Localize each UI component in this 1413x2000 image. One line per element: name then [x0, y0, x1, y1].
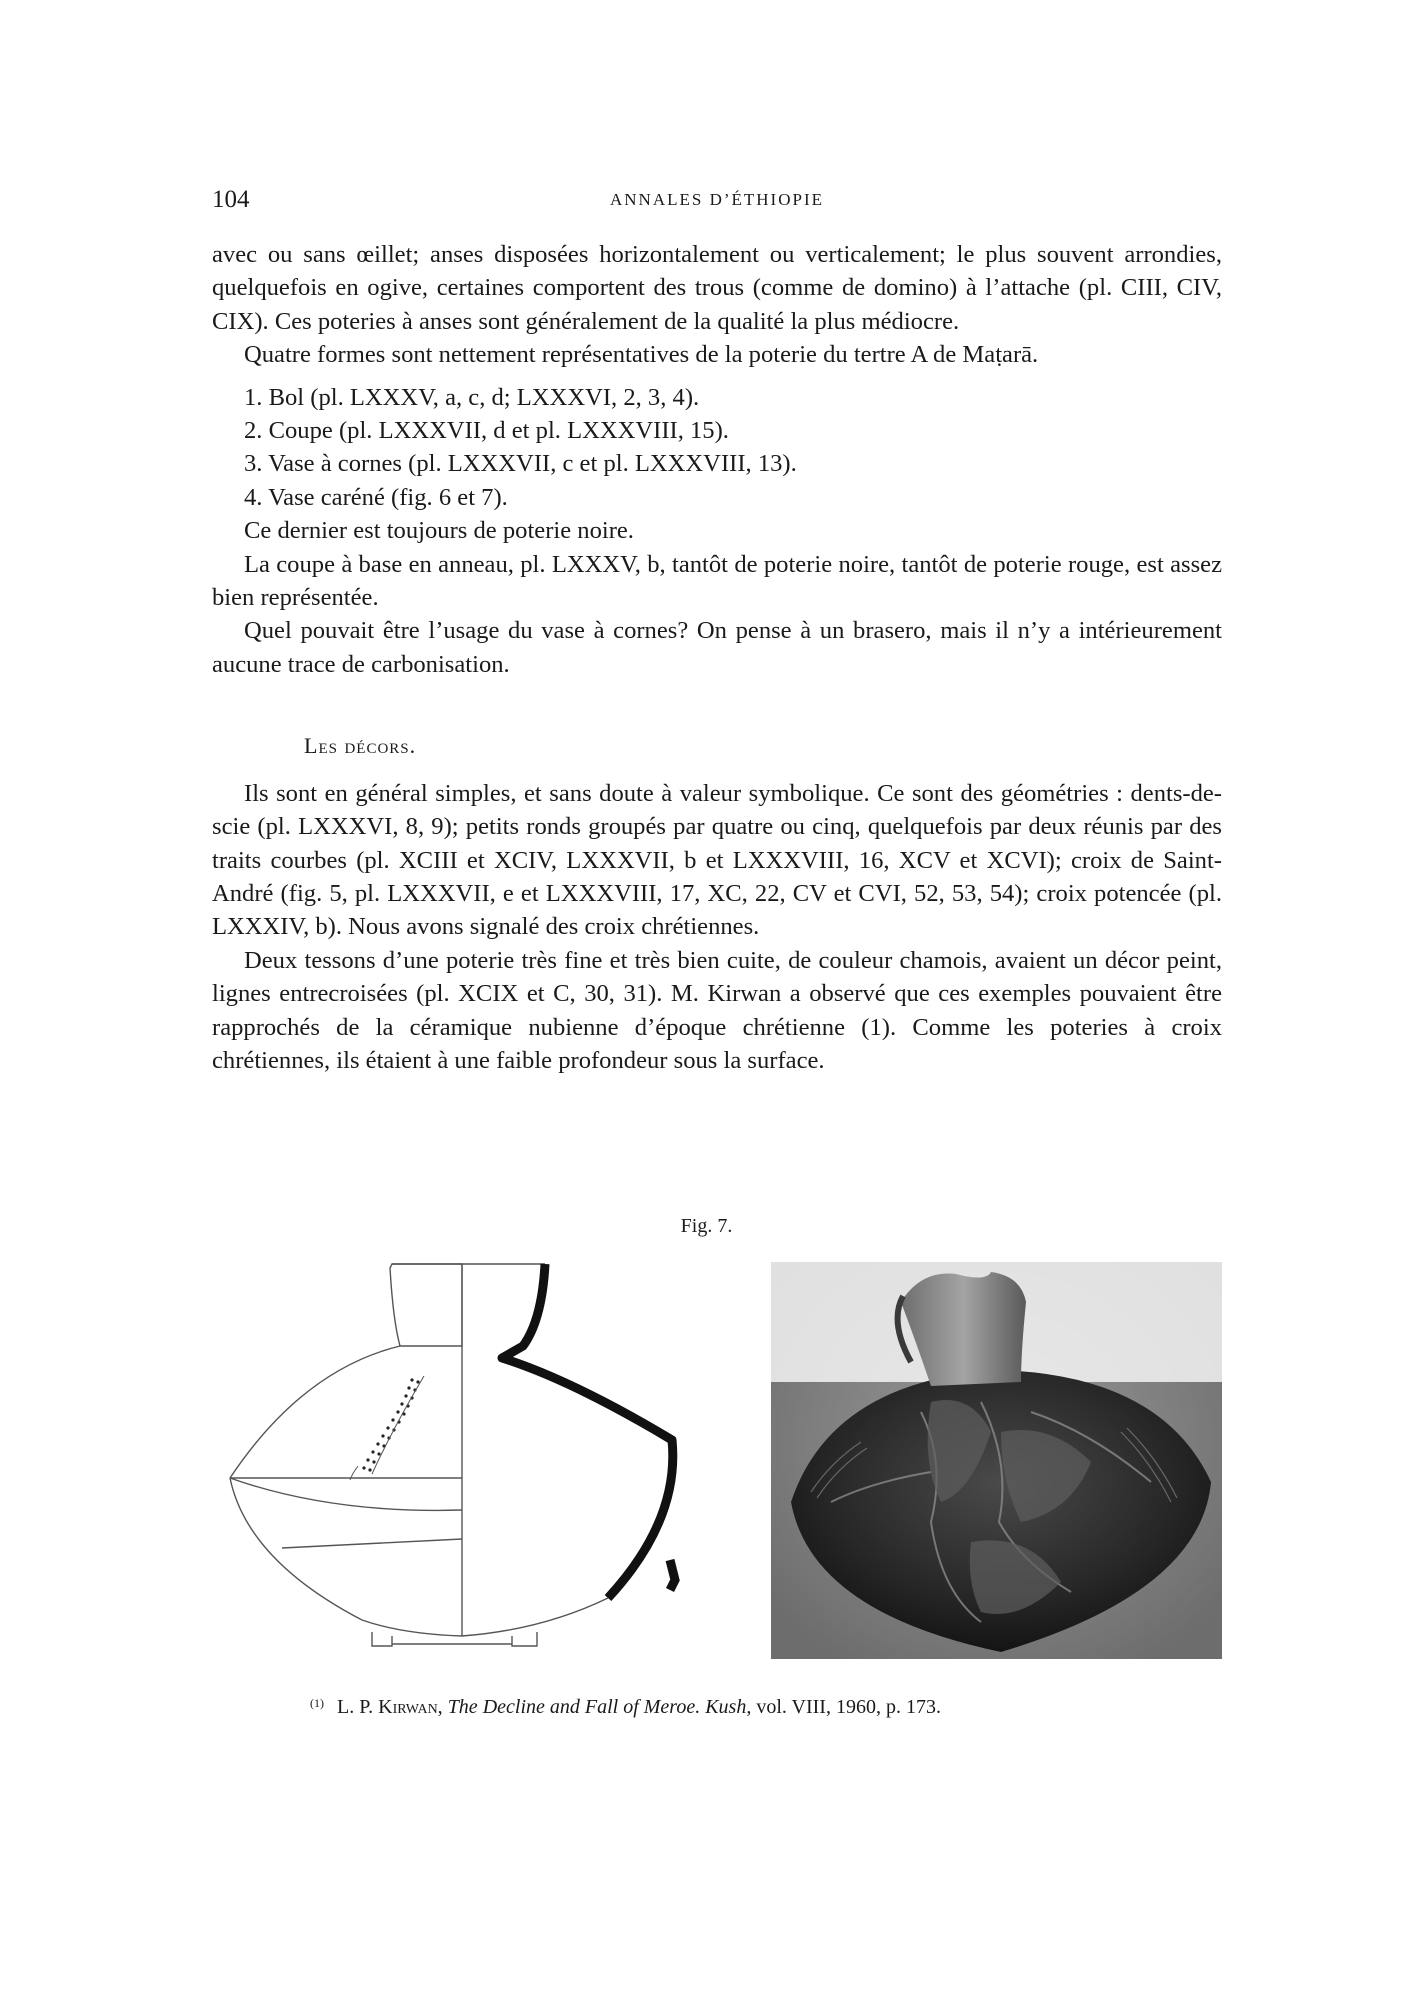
page-number: 104 [212, 186, 250, 213]
list-item: 1. Bol (pl. LXXXV, a, c, d; LXXXVI, 2, 3, 4). [244, 383, 700, 411]
footnote [310, 1696, 941, 1719]
paragraph-tessons: Deux tessons d’une poterie très fine et très bien cuite, de couleur chamois, avaient un décor peint, lignes entrecroisées (pl. XCIX et C, 30, 31). M. Kirwan a observé que ces exemples pouvaient être rapprochés de la céramique nubienne d’époque chrétienne (1). Comme les poteries à croix chrétiennes, ils étaient à une faible profondeur sous la surface. [212, 946, 1222, 1074]
list-item: 3. Vase à cornes (pl. LXXXVII, c et pl. LXXXVIII, 13). [244, 450, 797, 478]
list-item: 2. Coupe (pl. LXXXVII, d et pl. LXXXVIII, 15). [244, 417, 729, 445]
forms-list [212, 381, 1222, 515]
paragraph-usage: Quel pouvait être l’usage du vase à cornes? On pense à un brasero, mais il n’y a intérieurement aucune trace de carbonisation. [212, 617, 1222, 678]
figure-caption: Fig. 7. [680, 1215, 733, 1237]
running-head: ANNALES D’ÉTHIOPIE [609, 190, 824, 209]
paragraph-anses: avec ou sans œillet; anses disposées horizontalement ou verticalement; le plus souvent arrondies, quelquefois en ogive, certaines comportent des trous (comme de domino) à l’attache (pl. CIII, CIV, CIX). Ces poteries à anses sont généralement de la qualité la plus médiocre. [212, 241, 1222, 335]
page-header [212, 186, 1222, 220]
body-text [212, 238, 1222, 1077]
section-heading: Les décors. [304, 733, 417, 759]
vase-drawing [212, 1260, 742, 1660]
footnote-title: The Decline and Fall of Meroe. Kush, [447, 1696, 752, 1718]
footnote-author: L. P. Kirwan, [337, 1696, 443, 1718]
list-item: 4. Vase caréné (fig. 6 et 7). [244, 483, 508, 511]
paragraph-coupe: La coupe à base en anneau, pl. LXXXV, b, tantôt de poterie noire, tantôt de poterie rouge, est assez bien représentée. [212, 550, 1222, 612]
paragraph-decors: Ils sont en général simples, et sans doute à valeur symbolique. Ce sont des géométries : dents-de-scie (pl. LXXXVI, 8, 9); petits ronds groupés par quatre ou cinq, quelquefois par deux réunis par des traits courbes (pl. XCIII et XCIV, LXXXVII, b et LXXXVIII, 16, XCV et XCVI); croix de Saint-André (fig. 5, pl. LXXXVII, e et LXXXVIII, 17, XC, 22, CV et CVI, 52, 53, 54); croix potencée (pl. LXXXIV, b). Nous avons signalé des croix chrétiennes. [212, 779, 1222, 941]
paragraph-quatre-formes: Quatre formes sont nettement représentatives de la poterie du tertre A de Maṭarā. [244, 341, 1039, 369]
footnote-rest: vol. VIII, 1960, p. 173. [756, 1696, 941, 1718]
paragraph-poterie-noire: Ce dernier est toujours de poterie noire. [244, 517, 634, 545]
vase-photograph [771, 1262, 1222, 1659]
footnote-mark: (1) [310, 1696, 324, 1710]
